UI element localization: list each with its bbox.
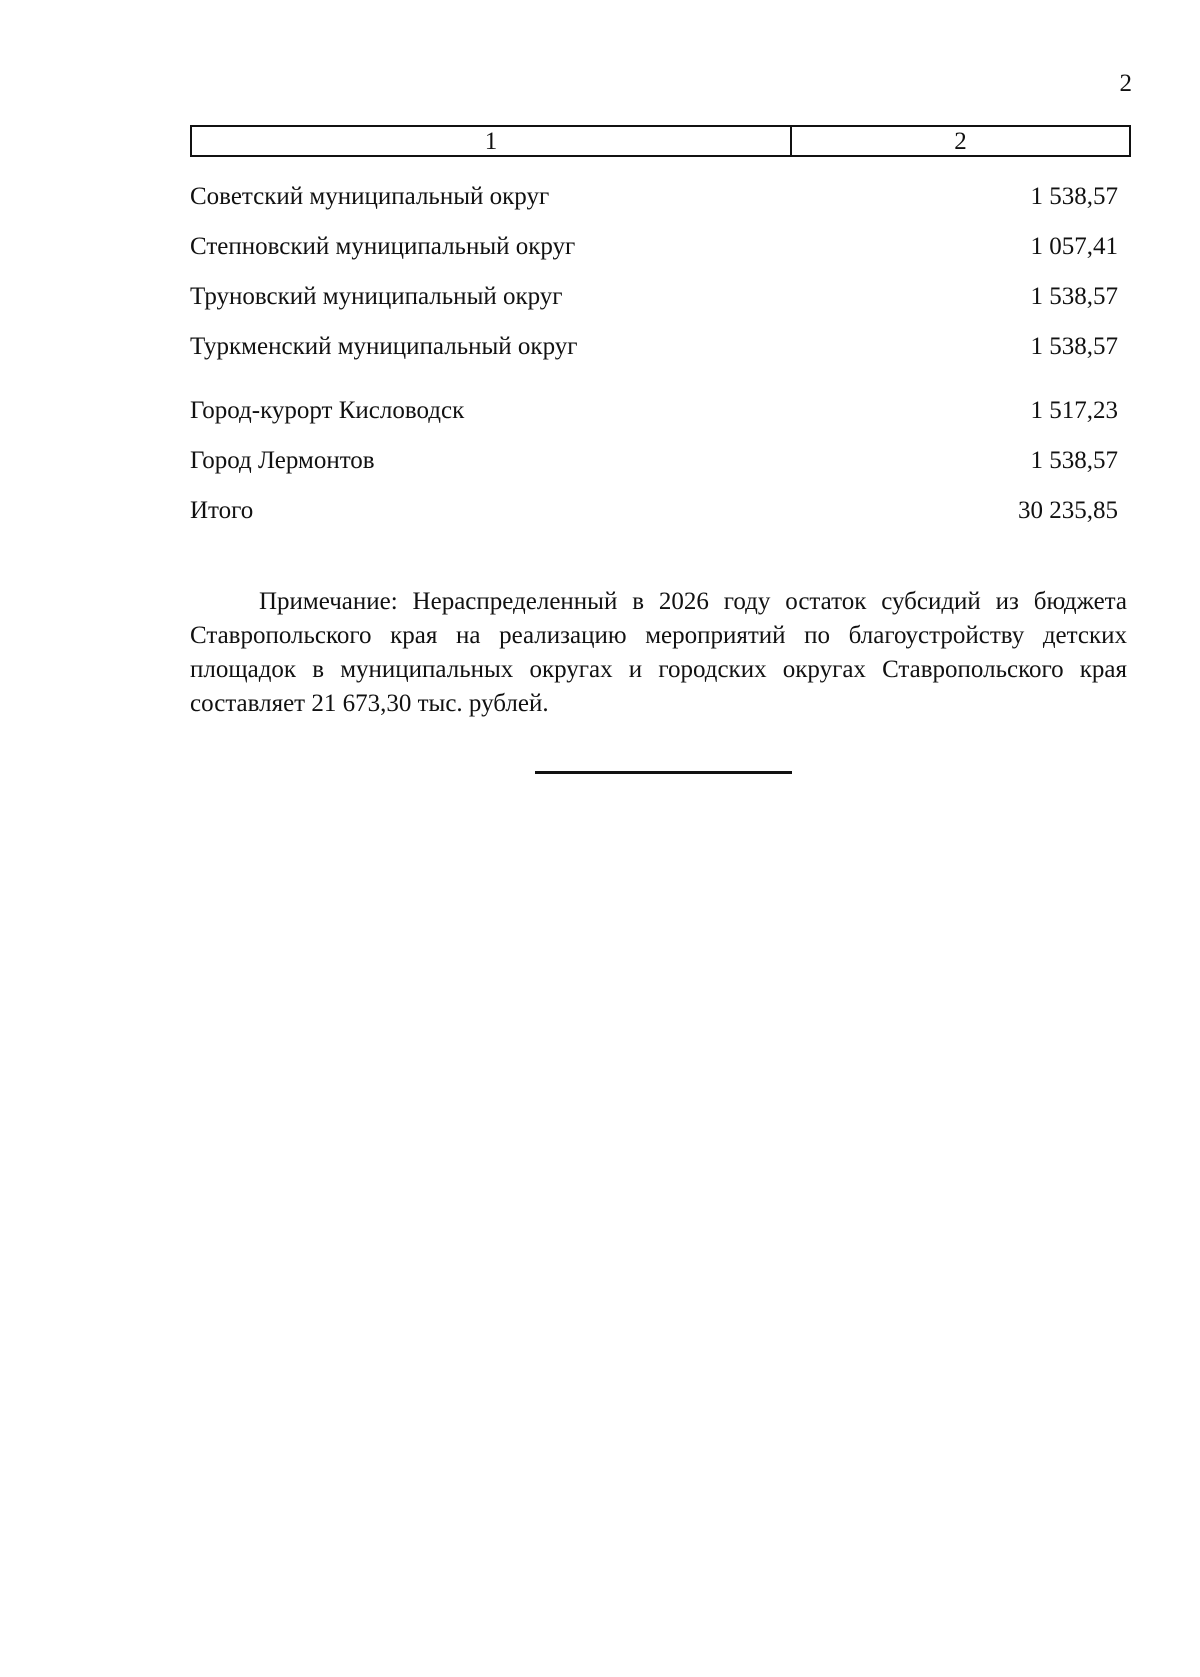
table-header: [190, 125, 1131, 157]
total-row: [190, 492, 1118, 542]
row-name: Туркменский муниципальный округ: [190, 333, 578, 360]
table-row: [190, 392, 1118, 442]
row-name: Степновский муниципальный округ: [190, 233, 576, 260]
table-row: [190, 228, 1118, 278]
row-name: Город Лермонтов: [190, 447, 375, 474]
total-value: 30 235,85: [1018, 497, 1118, 524]
row-name: Советский муниципальный округ: [190, 183, 550, 210]
row-name: Город-курорт Кисловодск: [190, 397, 465, 424]
table-row: [190, 442, 1118, 492]
table-row: [190, 278, 1118, 328]
end-divider: [535, 771, 792, 774]
row-value: 1 057,41: [1030, 233, 1118, 260]
table-body: [190, 178, 1118, 542]
header-column-1: 1: [192, 127, 792, 155]
header-column-2: 2: [954, 127, 967, 155]
note-paragraph: Примечание: Нераспределенный в 2026 году остаток субсидий из бюджета Ставропольского края на реализацию мероприятий по благоустройству детских площадок в муниципальных округах и городских округах Ставропольского края составляет 21 673,30 тыс. рублей.: [190, 588, 1127, 717]
row-value: 1 538,57: [1030, 283, 1118, 310]
page-number: 2: [1119, 70, 1132, 97]
row-value: 1 538,57: [1030, 183, 1118, 210]
table-row: [190, 328, 1118, 378]
row-value: 1 517,23: [1030, 397, 1118, 424]
total-label: Итого: [190, 497, 254, 524]
table-row: [190, 178, 1118, 228]
row-value: 1 538,57: [1030, 447, 1118, 474]
row-name: Труновский муниципальный округ: [190, 283, 563, 310]
row-value: 1 538,57: [1030, 333, 1118, 360]
